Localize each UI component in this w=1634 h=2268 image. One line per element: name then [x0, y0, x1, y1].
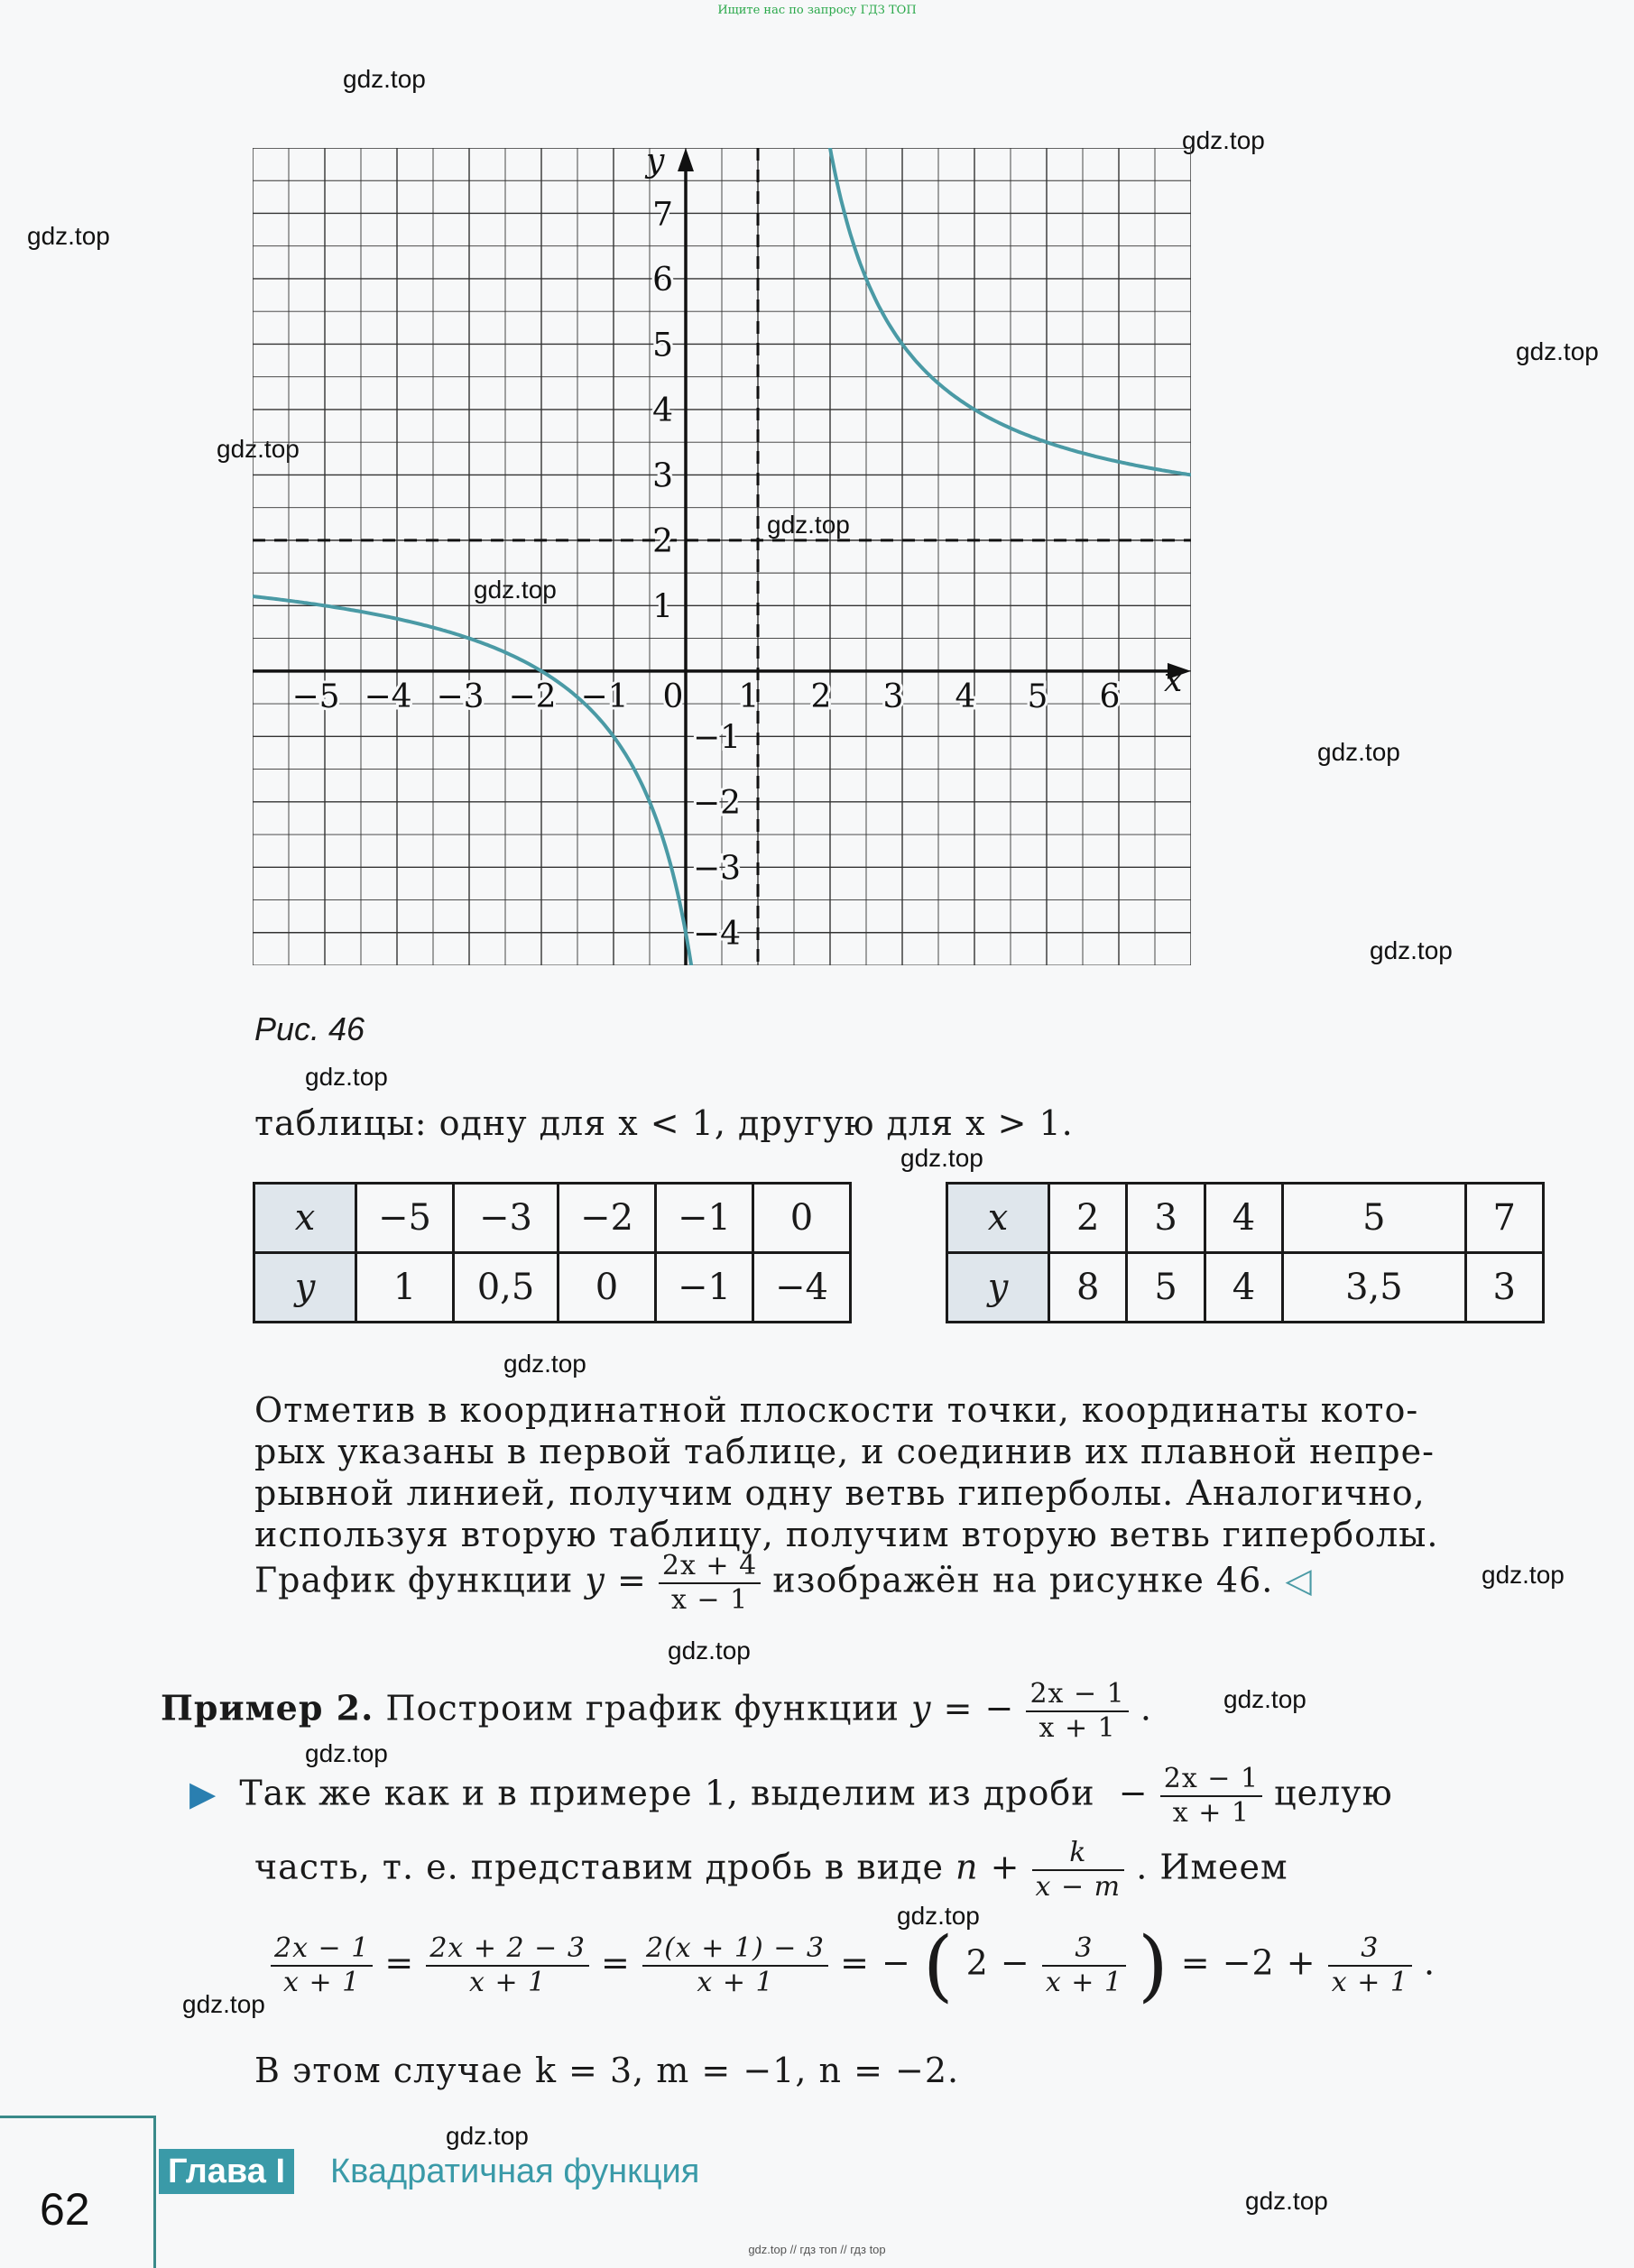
- graph-line-suffix: изображён на рисунке 46.: [772, 1560, 1274, 1600]
- watermark: gdz.top: [305, 1739, 388, 1767]
- solution-text: часть, т. е. представим дробь в виде: [254, 1847, 944, 1887]
- y-tick-label: 1: [652, 588, 673, 626]
- fraction-denominator: x + 1: [469, 1967, 547, 1998]
- page-number: 62: [40, 2184, 90, 2235]
- table-cell: −2: [559, 1184, 656, 1253]
- fraction-denominator: x − m: [1035, 1871, 1122, 1903]
- y-tick-label: −4: [693, 915, 742, 953]
- y-tick-label: 5: [652, 327, 673, 364]
- table-header-x: x: [254, 1184, 356, 1253]
- y-tick-label: −2: [693, 784, 742, 822]
- paragraph-line: Отметив в координатной плоскости точки, координаты кото-: [254, 1390, 1419, 1430]
- x-tick-label: −4: [364, 678, 412, 715]
- table-header-x: x: [947, 1184, 1049, 1253]
- table-cell: 2: [1049, 1184, 1127, 1253]
- paragraph-line: рых указаны в первой таблице, и соединив их плавной непре-: [254, 1432, 1435, 1471]
- solution-text: целую: [1274, 1773, 1393, 1813]
- table-cell: 8: [1049, 1253, 1127, 1323]
- table-cell: 3: [1465, 1253, 1543, 1323]
- watermark: gdz.top: [1245, 2187, 1328, 2215]
- values-table-right: [946, 1182, 1545, 1323]
- fraction: [1160, 1763, 1262, 1830]
- watermark: gdz.top: [1317, 738, 1400, 766]
- watermark: gdz.top: [897, 1902, 980, 1930]
- paren-open: (: [922, 1921, 955, 2011]
- x-tick-label: 2: [810, 678, 832, 715]
- table-cell: 7: [1465, 1184, 1543, 1253]
- fraction-denominator: x + 1: [1331, 1967, 1408, 1998]
- x-tick-label: −3: [436, 678, 485, 715]
- watermark: gdz.top: [1482, 1561, 1565, 1589]
- fraction-denominator: x + 1: [1045, 1967, 1123, 1998]
- fraction-denominator: x − 1: [670, 1584, 749, 1616]
- solution-text: Так же как и в примере 1, выделим из дроби: [239, 1773, 1095, 1813]
- table-row: [947, 1253, 1544, 1323]
- fraction-numerator: 2(x + 1) − 3: [642, 1932, 828, 1967]
- watermark: gdz.top: [446, 2122, 529, 2150]
- equals: =: [601, 1942, 631, 1983]
- fraction-denominator: x + 1: [1172, 1797, 1250, 1829]
- example2-lhs: y = −: [911, 1688, 1015, 1729]
- graph-line-prefix: График функции: [254, 1560, 574, 1600]
- table-header-y: y: [254, 1253, 356, 1323]
- fraction-numerator: 2x + 2 − 3: [426, 1932, 589, 1967]
- table-cell: 0: [752, 1184, 850, 1253]
- chapter-title: Квадратичная функция: [330, 2153, 700, 2190]
- x-tick-label: −1: [580, 678, 629, 715]
- end-triangle-icon: ◁: [1285, 1560, 1313, 1600]
- table-cell: 0,5: [453, 1253, 558, 1323]
- watermark: gdz.top: [217, 435, 300, 463]
- period: .: [1140, 1688, 1152, 1729]
- fraction: [426, 1932, 589, 1999]
- table-cell: −4: [752, 1253, 850, 1323]
- fraction: [1042, 1932, 1126, 1999]
- values-table-left: [253, 1182, 852, 1323]
- table-cell: 5: [1283, 1184, 1465, 1253]
- solution-marker-icon: ▶: [189, 1773, 217, 1813]
- y-axis-arrow-icon: [678, 148, 694, 171]
- fraction-numerator: 2x + 4: [659, 1550, 761, 1584]
- example2-text: Построим график функции: [385, 1688, 900, 1729]
- table-header-y: y: [947, 1253, 1049, 1323]
- graph-line: [254, 1550, 1313, 1617]
- table-cell: −5: [356, 1184, 454, 1253]
- x-tick-label: −2: [508, 678, 557, 715]
- example2-line: [161, 1678, 1152, 1745]
- result-line: В этом случае k = 3, m = −1, n = −2.: [254, 2051, 960, 2090]
- figure-caption: Рис. 46: [254, 1010, 365, 1047]
- equals-minus: = −: [840, 1942, 911, 1983]
- x-axis-label: x: [1164, 661, 1183, 699]
- fraction-denominator: x + 1: [697, 1967, 774, 1998]
- table-cell: 4: [1205, 1184, 1282, 1253]
- fraction: [1026, 1678, 1128, 1745]
- table-cell: −3: [453, 1184, 558, 1253]
- y-tick-label: 2: [652, 522, 673, 560]
- y-axis-label: y: [646, 148, 665, 180]
- table-cell: 4: [1205, 1253, 1282, 1323]
- fraction: [1328, 1932, 1412, 1999]
- watermark: gdz.top: [305, 1063, 388, 1091]
- watermark: gdz.top: [1516, 337, 1599, 365]
- table-cell: 1: [356, 1253, 454, 1323]
- table-cell: −1: [656, 1253, 753, 1323]
- table-row: [254, 1253, 851, 1323]
- watermark: gdz.top: [182, 1990, 265, 2018]
- watermark: gdz.top: [1370, 936, 1453, 964]
- chapter-label: Глава I: [159, 2149, 294, 2194]
- fraction: [642, 1932, 828, 1999]
- y-tick-label: 6: [652, 261, 673, 299]
- x-tick-label: 4: [955, 678, 976, 715]
- watermark: gdz.top: [343, 65, 426, 93]
- paragraph-line: используя вторую таблицу, получим вторую ветвь гиперболы.: [254, 1515, 1439, 1554]
- watermark: gdz.top: [668, 1636, 751, 1664]
- solution-line-2: [254, 1837, 1288, 1904]
- solution-text: . Имеем: [1136, 1847, 1288, 1887]
- x-tick-label: 1: [738, 678, 760, 715]
- x-tick-label: 5: [1027, 678, 1048, 715]
- solution-line-1: ▶ Так же как и в примере 1, выделим из дроби − $\frac{2x - 1}{x + 1}$ целую: [189, 1763, 1393, 1829]
- x-tick-label: 0: [662, 678, 684, 715]
- paragraph-line: рывной линией, получим одну ветвь гиперболы. Аналогично,: [254, 1473, 1426, 1513]
- equals: =: [384, 1942, 415, 1983]
- fraction: [1032, 1837, 1125, 1904]
- watermark: gdz.top: [767, 511, 850, 539]
- footer-note: gdz.top // гдз топ // гдз top: [748, 2243, 886, 2256]
- header-note: Ищите нас по запросу ГДЗ ТОП: [717, 4, 917, 17]
- y-tick-label: −1: [693, 719, 742, 757]
- n-plus: n +: [955, 1847, 1020, 1887]
- x-tick-label: −5: [291, 678, 340, 715]
- watermark: gdz.top: [1182, 126, 1265, 154]
- fraction-denominator: x + 1: [1039, 1712, 1116, 1744]
- fraction-numerator: 2x − 1: [271, 1932, 373, 1967]
- watermark: gdz.top: [1223, 1685, 1306, 1713]
- watermark: gdz.top: [27, 222, 110, 250]
- x-tick-label: 6: [1099, 678, 1121, 715]
- fraction-numerator: 3: [1042, 1932, 1126, 1967]
- hyperbola-figure: [253, 148, 1191, 965]
- table-cell: 5: [1127, 1253, 1205, 1323]
- fraction-numerator: 3: [1328, 1932, 1412, 1967]
- table-cell: 0: [559, 1253, 656, 1323]
- period: .: [1424, 1942, 1436, 1983]
- equals-minus-two-plus: = −2 +: [1180, 1942, 1316, 1983]
- table-cell: 3,5: [1283, 1253, 1465, 1323]
- watermark: gdz.top: [474, 576, 557, 604]
- example2-label: Пример 2.: [161, 1687, 374, 1729]
- table-row: [947, 1184, 1544, 1253]
- fraction: [271, 1932, 373, 1999]
- hyperbola-branch-left: [253, 596, 694, 965]
- watermark: gdz.top: [900, 1144, 983, 1172]
- table-cell: 3: [1127, 1184, 1205, 1253]
- fraction-numerator: k: [1032, 1837, 1125, 1871]
- graph-line-lhs: y =: [585, 1560, 647, 1600]
- paragraph: [254, 1389, 1554, 1555]
- x-tick-label: 3: [882, 678, 904, 715]
- fraction-denominator: x + 1: [283, 1967, 361, 1998]
- two-minus: 2 −: [965, 1942, 1030, 1983]
- y-tick-label: 4: [652, 392, 673, 429]
- equation: [271, 1921, 1436, 2011]
- y-tick-label: 7: [652, 196, 673, 234]
- fraction: [659, 1550, 761, 1617]
- paren-close: ): [1138, 1921, 1169, 2011]
- y-tick-label: −3: [693, 850, 742, 888]
- intro-text: таблицы: одну для x < 1, другую для x > 1.: [254, 1103, 1074, 1143]
- fraction-numerator: 2x − 1: [1160, 1763, 1262, 1797]
- y-tick-label: 3: [652, 457, 673, 495]
- watermark: gdz.top: [503, 1350, 586, 1378]
- fraction-numerator: 2x − 1: [1026, 1678, 1128, 1712]
- table-row: [254, 1184, 851, 1253]
- table-cell: −1: [656, 1184, 753, 1253]
